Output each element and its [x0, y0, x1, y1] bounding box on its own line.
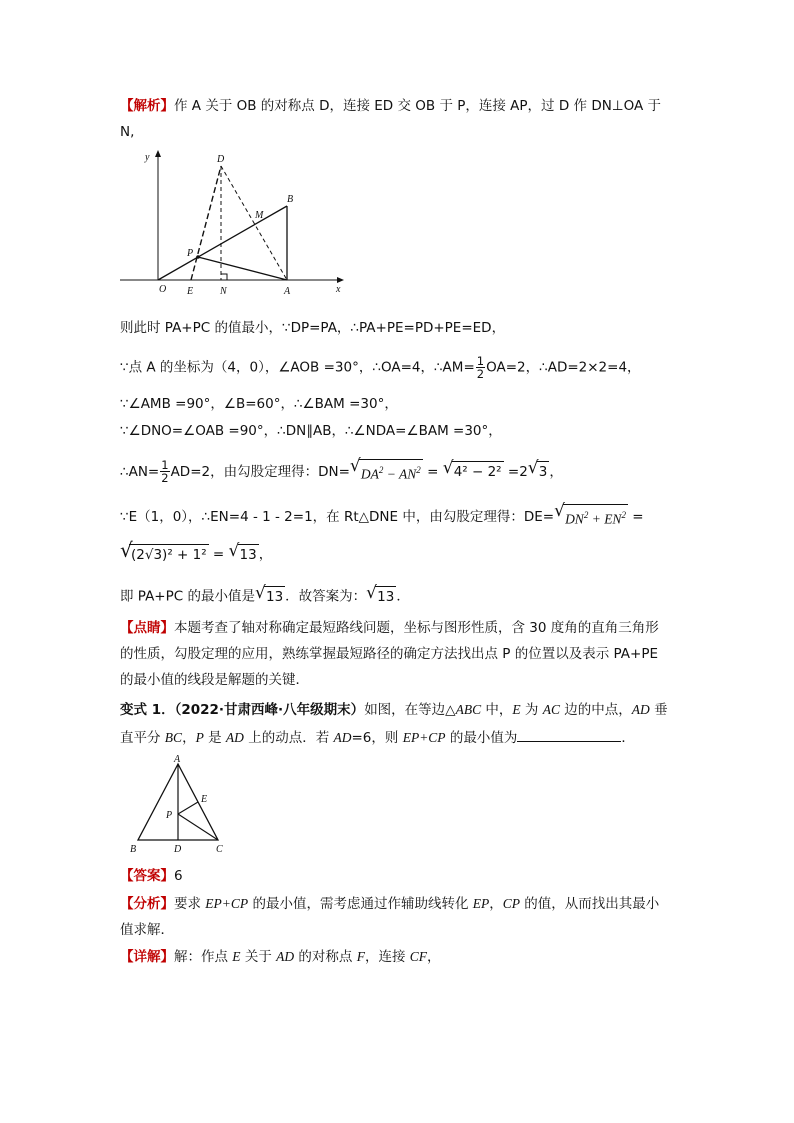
step-3-text: ∵∠AMB =90°，∠B=60°，∴∠BAM =30°， — [120, 396, 398, 412]
point-P — [196, 255, 200, 259]
label-E2: E — [201, 794, 208, 805]
variant-line-2: 直平分 BC，P 是 AD 上的动点．若 AD=6，则 EP+CP 的最小值为 ． — [120, 727, 635, 748]
step-2 — [120, 355, 641, 380]
comment-line-2 — [120, 644, 658, 664]
comment-tag: 【点睛】 — [120, 620, 174, 636]
comment-text-1: 本题考查了轴对称确定最短路线问题，坐标与图形性质，含 30 度角的直角三角形 — [174, 620, 659, 636]
fenxi-line-1: 【分析】要求 EP+CP 的最小值，需考虑通过作辅助线转化 EP，CP 的值，从而找出其最小 — [120, 896, 660, 912]
answer-tag: 【答案】 — [120, 868, 174, 884]
analysis-text-2: N, — [120, 124, 135, 140]
label-D2: D — [174, 844, 182, 855]
radical-de: √ $DN^2 + EN^2$ — [554, 504, 628, 530]
label-x: x — [336, 284, 341, 295]
fenxi-tag: 【分析】 — [120, 896, 174, 912]
answer-value: 6 — [174, 868, 183, 884]
step-4 — [120, 421, 502, 441]
step-8-text-a: 即 PA+PC 的最小值是 — [120, 588, 255, 605]
label-N: N — [220, 286, 227, 297]
detail-line: 【详解】解：作点 E 关于 AD 的对称点 F，连接 CF， — [120, 949, 441, 965]
segment-OB — [158, 206, 287, 280]
step-6-text: ∵E（1，0），∴EN=4 - 1 - 2=1，在 Rt△DNE 中，由勾股定理得：DE= — [120, 508, 555, 525]
step-2-text-a: ∵点 A 的坐标为（4，0），∠AOB =30°，∴OA=4，∴AM= — [120, 359, 475, 376]
radical-4-2: √ 4² − 2² — [442, 458, 502, 481]
step-6: ∵E（1，0），∴EN=4 - 1 - 2=1，在 Rt△DNE 中，由勾股定理得：DE= √ $DN^2 + EN^2$ = — [120, 504, 644, 530]
step-5-text-b: AD=2，由勾股定理得：DN= — [170, 463, 350, 480]
comment-text-3: 的最小值的线段是解题的关键． — [120, 672, 309, 688]
step-5-text-a: ∴AN= — [120, 463, 160, 480]
label-B: B — [287, 194, 294, 205]
step-5: ∴AN= $\frac{1}{2}$ AD=2，由勾股定理得：DN= √ $DA^2 - AN^2$ = √ 4² − 2² =2 √ 3 ， — [120, 456, 563, 486]
label-C2: C — [216, 844, 223, 855]
variant-label: 变式 1． — [120, 702, 175, 718]
label-A: A — [284, 286, 291, 297]
step-1 — [120, 318, 505, 338]
comment-line-3 — [120, 670, 309, 690]
step-3 — [120, 394, 398, 414]
radical-13-b: √ 13 — [366, 583, 395, 605]
x-axis-arrow — [337, 277, 344, 283]
label-D: D — [217, 154, 225, 165]
detail-tag: 【详解】 — [120, 949, 174, 965]
analysis-text-1: 作 A 关于 OB 的对称点 D，连接 ED 交 OB 于 P，连接 AP，过 D 作 DN⊥OA 于 — [174, 98, 661, 114]
step-1-text: 则此时 PA+PC 的值最小，∵DP=PA，∴PA+PE=PD+PE=ED， — [120, 320, 506, 336]
label-O: O — [159, 284, 167, 295]
fenxi-line-2: 值求解． — [120, 922, 174, 938]
answer-blank — [517, 727, 621, 742]
segment-ED — [191, 166, 221, 280]
label-P2: P — [166, 810, 173, 821]
analysis-tag: 【解析】 — [120, 98, 174, 114]
radical-13-a: √ 13 — [254, 583, 284, 605]
label-A2: A — [174, 754, 181, 765]
step-4-text: ∵∠DNO=∠OAB =90°，∴DN∥AB，∴∠NDA=∠BAM =30°， — [120, 423, 502, 439]
label-M: M — [255, 210, 264, 221]
comment-text-2: 的性质，勾股定理的应用，熟练掌握最短路径的确定方法找出点 P 的位置以及表示 PA+PE — [120, 646, 659, 662]
label-y: y — [145, 152, 150, 163]
segment-DA — [221, 166, 287, 280]
step-2-text-b: OA=2，∴AD=2×2=4， — [486, 359, 641, 376]
analysis-line-2 — [120, 122, 134, 142]
label-E: E — [187, 286, 194, 297]
variant-line-1: 变式 1．（2022·甘肃西峰·八年级期末）如图，在等边△ABC 中，E 为 AC 边的中点，AD 垂 — [120, 702, 668, 718]
segment-PC — [178, 814, 218, 840]
segment-PA — [198, 257, 287, 280]
coordinate-figure — [112, 146, 352, 298]
variant-source: （2022·甘肃西峰·八年级期末） — [174, 702, 365, 718]
radical-13: √ 13 — [228, 541, 257, 563]
comment-line-1 — [120, 618, 659, 638]
radical-3: √ 3 — [527, 458, 548, 481]
analysis-line-1 — [120, 96, 661, 116]
fraction-half-2: $\frac{1}{2}$ — [161, 458, 169, 486]
segment-PE — [178, 802, 198, 814]
step-8: 即 PA+PC 的最小值是 √ 13 ．故答案为： √ 13 ． — [120, 583, 410, 605]
y-axis-arrow — [155, 150, 161, 157]
triangle-figure — [126, 752, 236, 856]
step-8-text-b: ．故答案为： — [285, 588, 367, 605]
radical-dn: √ $DA^2 - AN^2$ — [350, 459, 423, 485]
radical-big: √ (2√3)² + 1² — [120, 538, 207, 563]
label-B2: B — [130, 844, 137, 855]
fraction-half-1: $\frac{1}{2}$ — [476, 354, 485, 381]
step-7: √ (2√3)² + 1² = √ 13 ， — [120, 538, 273, 563]
right-angle-mark — [221, 274, 227, 280]
answer-line — [120, 866, 183, 886]
label-P: P — [187, 248, 194, 259]
